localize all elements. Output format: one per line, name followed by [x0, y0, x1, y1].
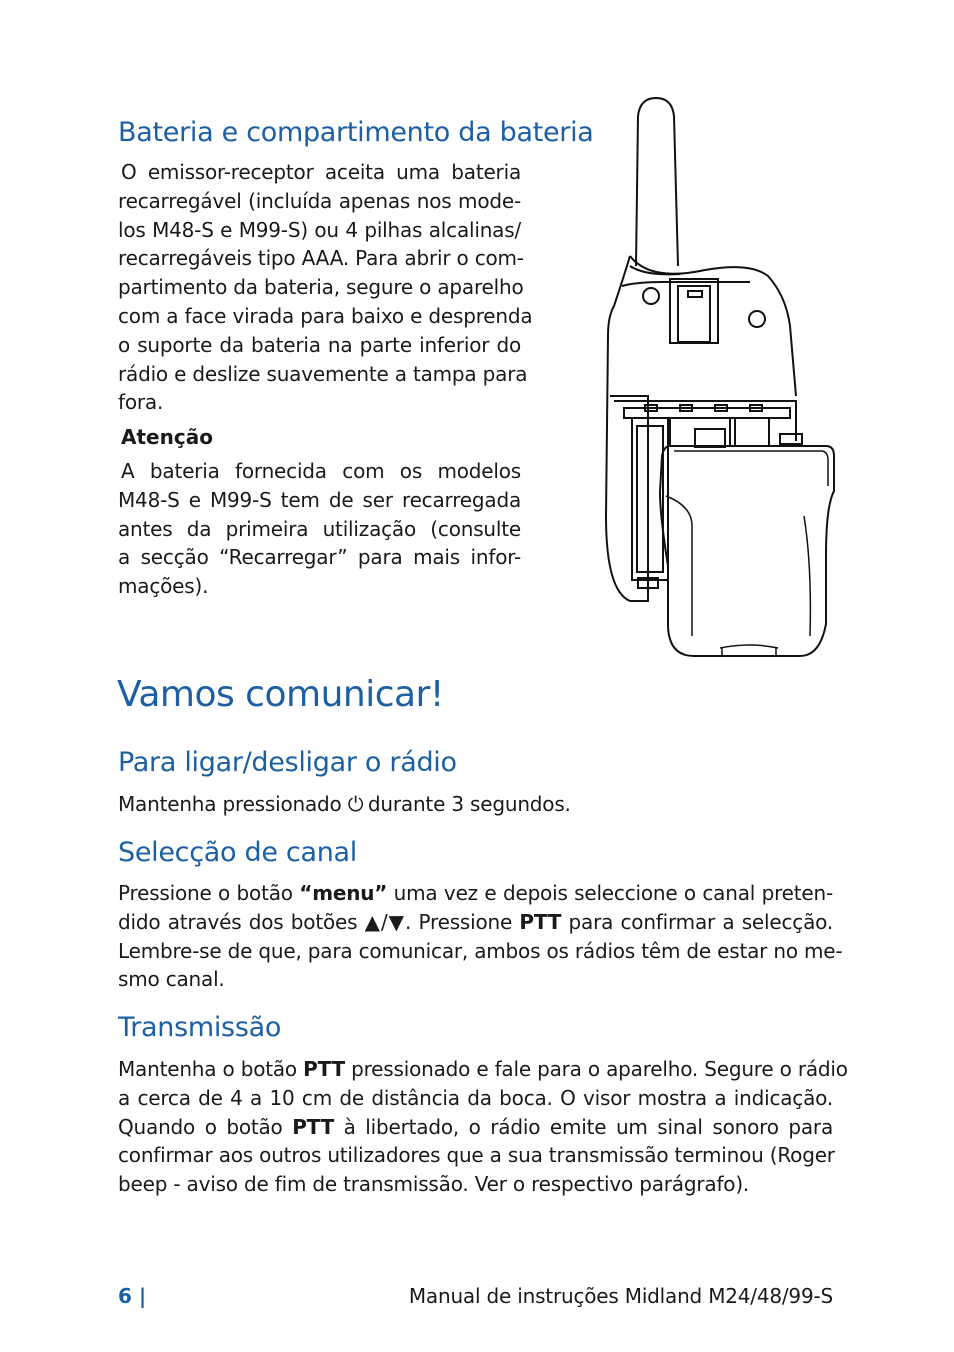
battery-line: los M48-S e M99-S) ou 4 pilhas alcalinas/ — [118, 217, 521, 242]
transmission-line-1 — [118, 1055, 848, 1084]
transmission-line-5: beep - aviso de fim de transmissão. Ver o respectivo parágrafo). — [118, 1172, 750, 1197]
transmission-line-3 — [118, 1113, 833, 1142]
channel-paragraph — [118, 879, 843, 994]
transmission-text: à libertado, o rádio emite um sinal sonoro para — [334, 1114, 834, 1139]
ptt-keyword: PTT — [303, 1057, 345, 1081]
battery-line: rádio e deslize suavemente a tampa para — [118, 361, 528, 386]
attention-line: A bateria fornecida com os modelos — [121, 459, 521, 483]
page-number: 6 | — [118, 1284, 147, 1308]
channel-section-heading: Selecção de canal — [118, 837, 357, 868]
channel-text: Pressione o botão — [118, 881, 300, 905]
power-icon: ⏻ — [347, 792, 364, 816]
channel-line-3: Lembre-se de que, para comunicar, ambos os rádios têm de estar no me- — [118, 938, 843, 963]
battery-line: recarregáveis tipo AAA. Para abrir o com- — [118, 246, 524, 271]
transmission-line-4: confirmar aos outros utilizadores que a sua transmissão terminou (Roger — [118, 1143, 835, 1168]
battery-line: recarregável (incluída apenas nos mode- — [118, 188, 521, 213]
power-section-heading: Para ligar/desligar o rádio — [118, 747, 457, 778]
transmission-text: pressionado e fale para o aparelho. Segure o rádio — [344, 1057, 848, 1081]
channel-line-1 — [118, 879, 833, 908]
battery-paragraph — [118, 158, 533, 417]
attention-paragraph — [118, 457, 521, 601]
transmission-text: Mantenha o botão — [118, 1057, 304, 1081]
ptt-keyword: PTT — [292, 1114, 335, 1139]
channel-line-2 — [118, 908, 833, 937]
transmission-text: Quando o botão — [118, 1114, 293, 1139]
battery-line: com a face virada para baixo e desprenda — [118, 303, 533, 328]
attention-line: antes da primeira utilização (consulte — [118, 516, 521, 541]
channel-line-4: smo canal. — [118, 967, 225, 992]
attention-line: mações). — [118, 574, 209, 599]
battery-section-heading: Bateria e compartimento da bateria — [118, 117, 594, 148]
power-text-after: durante 3 segundos. — [361, 792, 571, 816]
power-text-before: Mantenha pressionado — [118, 792, 348, 816]
menu-keyword: “menu” — [299, 881, 388, 905]
transmission-line-2: a cerca de 4 a 10 cm de distância da boca. O visor mostra a indicação. — [118, 1085, 833, 1110]
ptt-keyword: PTT — [519, 909, 562, 934]
battery-line: fora. — [118, 390, 164, 415]
antenna-illustration — [636, 98, 678, 266]
main-title: Vamos comunicar! — [117, 674, 444, 715]
channel-text: para confirmar a selecção. — [561, 909, 833, 934]
channel-text: uma vez e depois seleccione o canal preten- — [387, 881, 833, 905]
attention-label: Atenção — [121, 425, 213, 449]
attention-line: a secção “Recarregar” para mais infor- — [118, 545, 521, 570]
power-paragraph — [118, 790, 833, 819]
attention-line: M48-S e M99-S tem de ser recarregada — [118, 487, 521, 512]
radio-battery-illustration — [600, 96, 840, 666]
footer-manual-title: Manual de instruções Midland M24/48/99-S — [408, 1284, 833, 1308]
channel-text: dido através dos botões ▲/▼. Pressione — [118, 909, 520, 934]
battery-line: O emissor-receptor aceita uma bateria — [121, 160, 521, 184]
battery-line: partimento da bateria, segure o aparelho — [118, 275, 524, 300]
transmission-paragraph — [118, 1055, 848, 1199]
transmission-section-heading: Transmissão — [118, 1012, 282, 1043]
battery-line: o suporte da bateria na parte inferior do — [118, 332, 521, 357]
